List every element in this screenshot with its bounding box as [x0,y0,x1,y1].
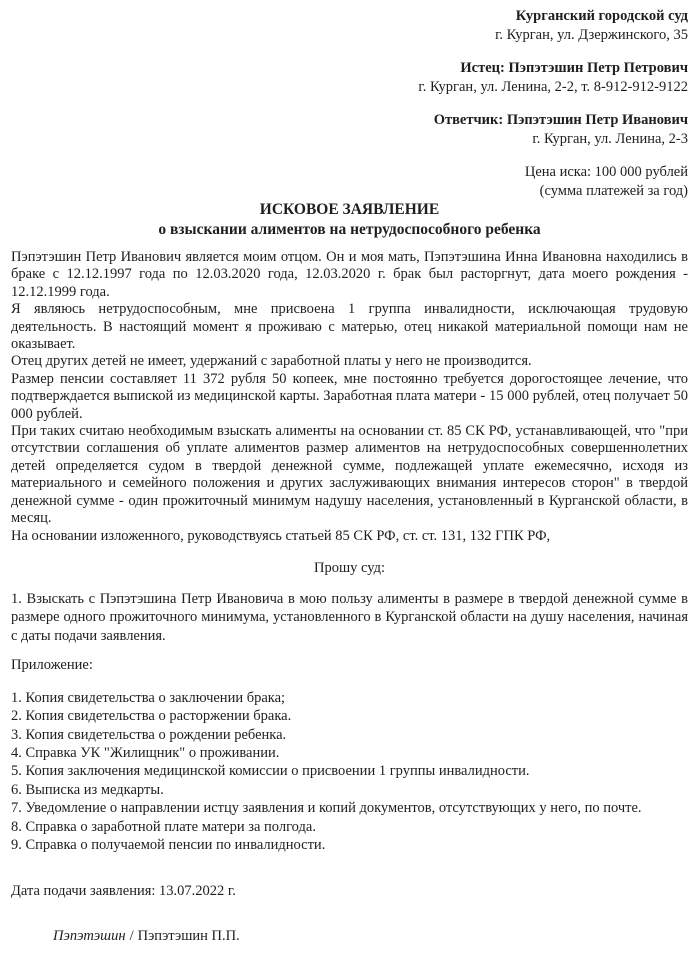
attachment-item: 1. Копия свидетельства о заключении брака; [11,689,286,706]
defendant-block [11,111,688,148]
court-address: г. Курган, ул. Дзержинского, 35 [495,26,688,43]
attachment-item: 6. Выписка из медкарты. [11,781,164,798]
body-paragraph: Отец других детей не имеет, удержаний с заработной платы у него не производится. [11,353,532,370]
body-paragraph: На основании изложенного, руководствуясь статьей 85 СК РФ, ст. ст. 131, 132 ГПК РФ, [11,527,551,544]
claim-price-block [11,163,688,200]
plaintiff-name: Истец: Пэпэтэшин Петр Петрович [460,60,688,76]
attachment-item: 3. Копия свидетельства о рождении ребенка. [11,726,287,743]
plaintiff-address: г. Курган, ул. Ленина, 2-2, т. 8-912-912-9122 [418,78,688,95]
request-heading: Прошу суд: [314,559,385,576]
plaintiff-block [11,59,688,96]
defendant-name: Ответчик: Пэпэтэшин Петр Иванович [433,112,688,128]
document-title-block [11,200,688,240]
document-header [11,7,688,200]
signature-printed: Пэпэтэшин П.П. [137,928,240,945]
signature-line [11,927,688,945]
attachment-item: 9. Справка о получаемой пенсии по инвалидности. [11,837,326,854]
attachment-item: 4. Справка УК "Жилищник" о проживании. [11,745,280,762]
attachments-heading: Приложение: [11,656,93,673]
attachment-item: 7. Уведомление о направлении истцу заявления и копий документов, отсутствующих у него, по почте. [11,800,642,817]
filing-date: Дата подачи заявления: 13.07.2022 г. [11,883,236,900]
signature-separator: / [129,928,134,945]
document-subtitle: о взыскании алиментов на нетрудоспособного ребенка [158,221,541,238]
attachment-item: 5. Копия заключения медицинской комиссии о присвоении 1 группы инвалидности. [11,763,530,780]
body-paragraph: Я являюсь нетрудоспособным, мне присвоена 1 группа инвалидности, исключающая трудовую деятельность. В настоящий момент я проживаю с матерью, отец никакой материальной помощи нам не оказывает. [11,301,688,353]
signature-handwritten: Пэпэтэшин [53,928,126,945]
attachments-list [11,689,688,855]
defendant-address: г. Курган, ул. Ленина, 2-3 [532,130,688,147]
request-item: 1. Взыскать с Пэпэтэшина Петр Ивановича в мою пользу алименты в размере в твердой денежной сумме в размере одного прожиточного минимума, установленного в Курганской области на душу населения, начиная с даты подачи заявления. [11,590,688,644]
body-paragraph: При таких считаю необходимым взыскать алименты на основании ст. 85 СК РФ, устанавливающей, что "при отсутствии соглашения об уплате алиментов размер алиментов на нетрудоспособных совершеннолетних детей определяется судом в твердой денежной сумме, подлежащей уплате ежемесячно, исходя из материального и семейного положения и других заслуживающих внимания интересов сторон" в твердой денежной сумме - один прожиточный минимум надушу населения, установленный в Курганской области, в месяц. [11,423,688,527]
attachment-item: 8. Справка о заработной плате матери за полгода. [11,818,316,835]
document-title: ИСКОВОЕ ЗАЯВЛЕНИЕ [259,201,440,218]
court-name: Курганский городской суд [515,8,688,24]
body-paragraph: Размер пенсии составляет 11 372 рубля 50 копеек, мне постоянно требуется дорогостоящее лечение, что подтверждается выпиской из медицинской карты. Заработная плата матери - 15 000 рублей, отец получает 50 000 рублей. [11,370,688,422]
body-paragraph: Пэпэтэшин Петр Иванович является моим отцом. Он и моя мать, Пэпэтэшина Инна Ивановна находились в браке с 12.12.1997 года по 12.03.2020 года, 12.03.2020 г. брак был расторгнут, дата моего рождения - 12.12.1999 года. [11,249,688,300]
court-block [11,7,688,44]
attachment-item: 2. Копия свидетельства о расторжении брака. [11,708,292,725]
document-body [11,249,688,545]
claim-price: Цена иска: 100 000 рублей [524,164,688,180]
claim-price-note: (сумма платежей за год) [539,182,688,199]
